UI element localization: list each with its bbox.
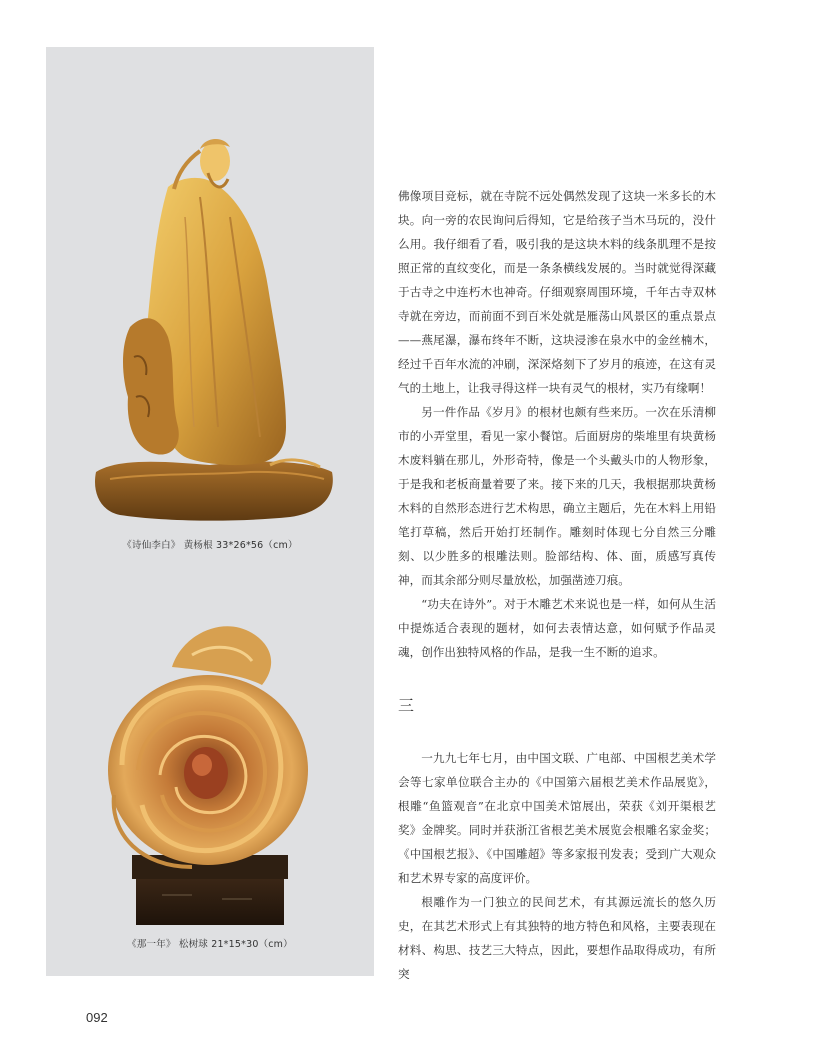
figure-1-caption: 《诗仙李白》 黄杨根 33*26*56（cm） [122, 540, 298, 551]
figure-panel [46, 47, 374, 976]
poet-sculpture-illustration [90, 127, 340, 527]
burl-sculpture-illustration [102, 605, 314, 935]
body-paragraph-5: 根雕作为一门独立的民间艺术，有其源远流长的悠久历史，在其艺术形式上有其独特的地方特色和风格，主要表现在材料、构思、技艺三大特点，因此，要想作品取得成功，有所突 [398, 895, 716, 981]
poet-li-bai-sculpture-image [90, 127, 340, 527]
article-text-column [398, 184, 716, 986]
section-heading: 三 [398, 696, 415, 715]
body-paragraph-3: “功夫在诗外”。对于木雕艺术来说也是一样，如何从生活中提炼适合表现的题材，如何去表情达意，如何赋予作品灵魂，创作出独特风格的作品，是我一生不断的追求。 [398, 597, 716, 659]
body-paragraph-1: 佛像项目竞标，就在寺院不远处偶然发现了这块一米多长的木块。向一旁的农民询问后得知，它是给孩子当木马玩的，没什么用。我仔细看了看，吸引我的是这块木料的线条肌理不是按照正常的直纹变化，而是一条条横线发展的。当时就觉得深藏于古寺之中连朽木也神奇。仔细观察周围环境，千年古寺双林寺就在旁边，而前面不到百米处就是雁荡山风景区的重点景点——燕尾瀑，瀑布终年不断，这块浸渗在泉水中的金丝楠木，经过千百年水流的冲刷，深深烙刻下了岁月的痕迹，在这有灵气的土地上，让我寻得这样一块有灵气的根材，实乃有缘啊！ [398, 189, 716, 395]
figure-2-caption: 《那一年》 松树球 21*15*30（cm） [127, 939, 293, 950]
page-number: 092 [86, 1010, 108, 1025]
body-paragraph-2: 另一件作品《岁月》的根材也颇有些来历。一次在乐清柳市的小弄堂里，看见一家小餐馆。后面厨房的柴堆里有块黄杨木废料躺在那儿，外形奇特，像是一个头戴头巾的人物形象，于是我和老板商量着要了来。接下来的几天，我根据那块黄杨木料的自然形态进行艺术构思，确立主题后，先在木料上用铅笔打草稿，然后开始打坯制作。雕刻时体现七分自然三分雕刻、以少胜多的根雕法则。脸部结构、体、面，质感写真传神，而其余部分则尽量放松，加强凿迹刀痕。 [398, 405, 716, 587]
pine-burl-sculpture-image [102, 605, 314, 935]
body-paragraph-4: 一九九七年七月，由中国文联、广电部、中国根艺美术学会等七家单位联合主办的《中国第六届根艺美术作品展览》，根雕“鱼篮观音”在北京中国美术馆展出，荣获《刘开渠根艺奖》金牌奖。同时并获浙江省根艺美术展览会根雕名家金奖；《中国根艺报》、《中国雕超》等多家报刊发表；受到广大观众和艺术界专家的高度评价。 [398, 751, 716, 885]
